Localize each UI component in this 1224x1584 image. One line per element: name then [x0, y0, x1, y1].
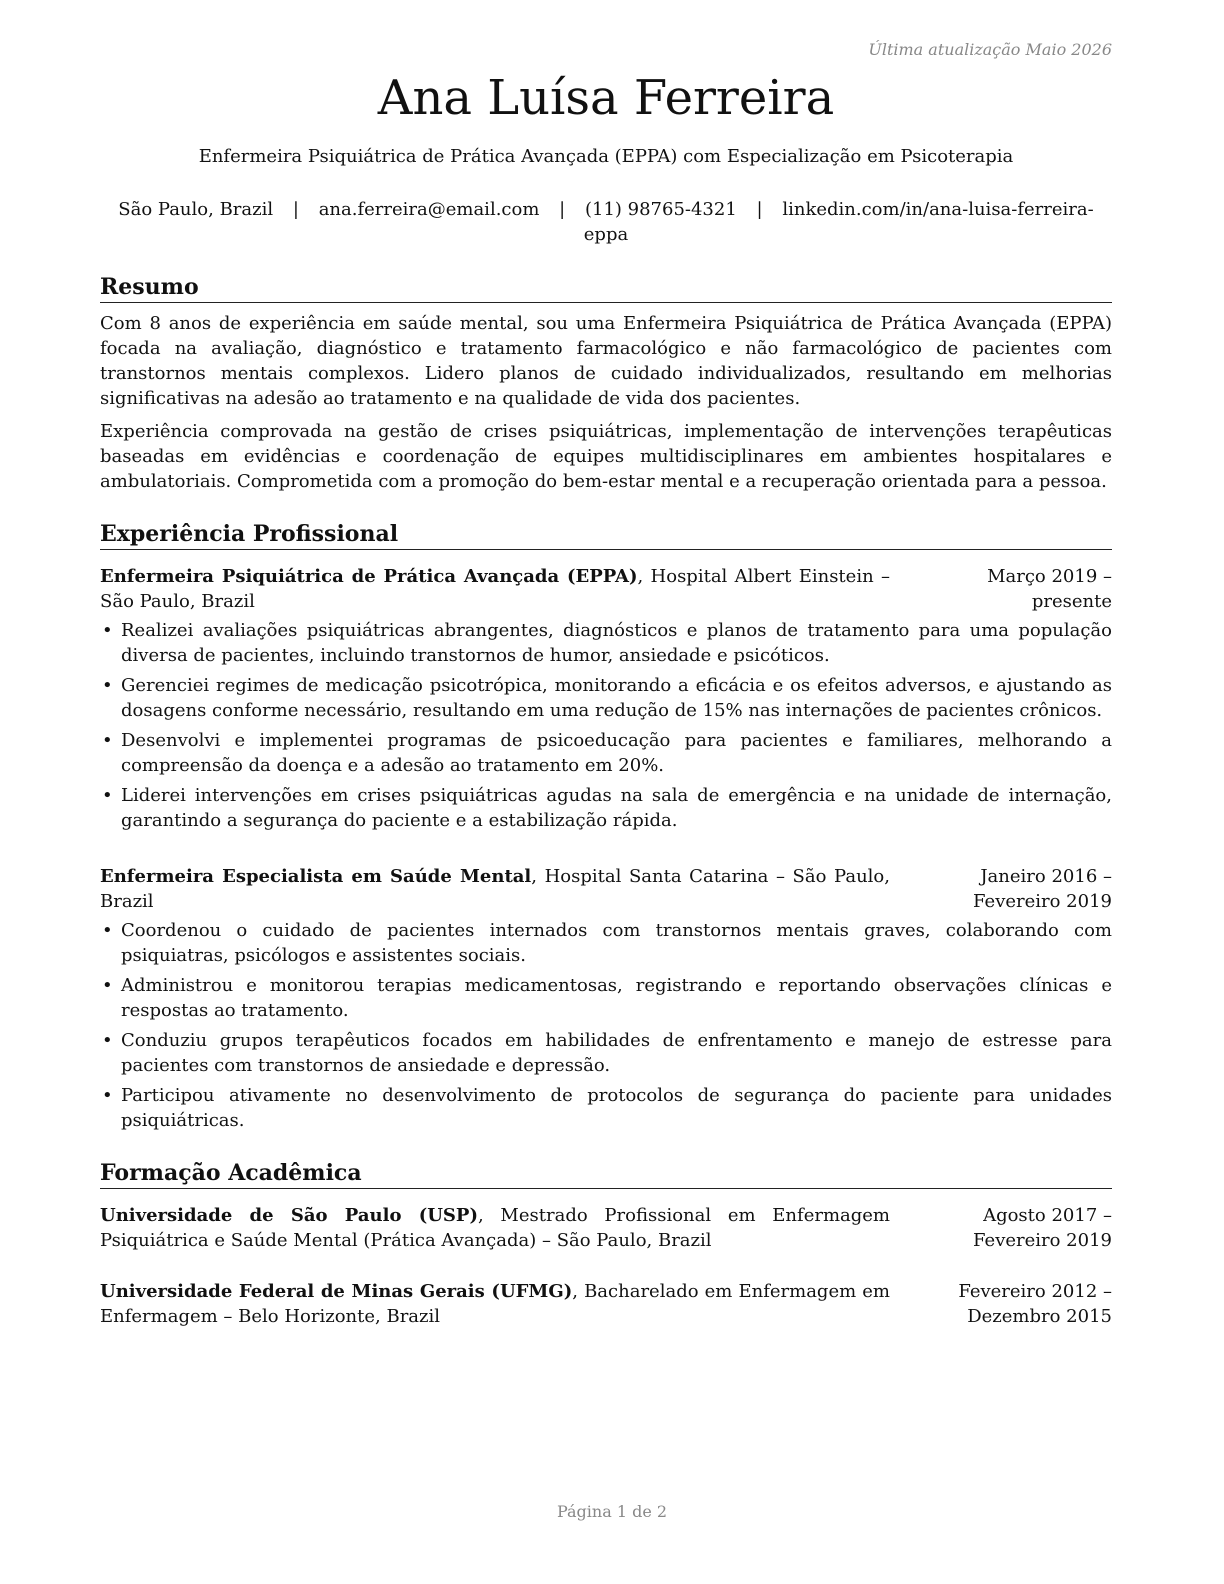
- bullet-text: Coordenou o cuidado de pacientes internados com transtornos mentais graves, colaborando com psiquiatras, psicólogos e assistentes sociais.: [121, 920, 1112, 966]
- education-dates: Fevereiro 2012 – Dezembro 2015: [958, 1281, 1112, 1327]
- headline: Enfermeira Psiquiátrica de Prática Avançada (EPPA) com Especialização em Psicoterapia: [198, 146, 1014, 167]
- section-title-education: Formação Acadêmica: [100, 1159, 1112, 1189]
- education-heading: [100, 1279, 890, 1329]
- list-item: [100, 1083, 1112, 1133]
- list-item: [100, 618, 1112, 668]
- resume-page: [100, 40, 1112, 1329]
- contact-line: [100, 197, 1112, 247]
- bullet-text: Realizei avaliações psiquiátricas abrangentes, diagnósticos e planos de tratamento para uma população diversa de pacientes, incluindo transtornos de humor, ansiedade e psicóticos.: [121, 620, 1112, 666]
- list-item: [100, 783, 1112, 833]
- bullet-icon: •: [102, 620, 113, 641]
- last-updated: Última atualização Maio 2026: [868, 40, 1112, 59]
- job-bullets: [100, 918, 1112, 1133]
- contact-separator: |: [756, 199, 763, 220]
- job-employer: , Hospital Santa Catarina – São Paulo, Brazil: [100, 866, 890, 912]
- summary-paragraph: Experiência comprovada na gestão de crises psiquiátricas, implementação de intervenções terapêuticas baseadas em evidências e coordenação de equipes multidisciplinares em ambientes hospitalares e ambulatoriais. Comprometida com a promoção do bem-estar mental e a recuperação orientada para a pessoa.: [100, 421, 1112, 492]
- education-degree: , Bacharelado em Enfermagem em Enfermagem – Belo Horizonte, Brazil: [100, 1281, 891, 1327]
- list-item: [100, 918, 1112, 968]
- bullet-icon: •: [102, 1085, 113, 1106]
- job-role: Enfermeira Especialista em Saúde Mental: [100, 866, 532, 887]
- education-heading: [100, 1203, 890, 1253]
- job-employer: , Hospital Albert Einstein – São Paulo, Brazil: [100, 566, 890, 612]
- list-item: [100, 728, 1112, 778]
- job-entry: [100, 564, 1112, 614]
- job-dates: Janeiro 2016 – Fevereiro 2019: [973, 866, 1112, 912]
- bullet-icon: •: [102, 920, 113, 941]
- candidate-name: Ana Luísa Ferreira: [377, 70, 835, 126]
- bullet-text: Administrou e monitorou terapias medicamentosas, registrando e reportando observações clínicas e respostas ao tratamento.: [121, 975, 1112, 1021]
- contact-separator: |: [559, 199, 566, 220]
- bullet-icon: •: [102, 730, 113, 751]
- education-degree: , Mestrado Profissional em Enfermagem Psiquiátrica e Saúde Mental (Prática Avançada) – São Paulo, Brazil: [100, 1205, 890, 1251]
- bullet-icon: •: [102, 1030, 113, 1051]
- contact-separator: |: [292, 199, 299, 220]
- job-role: Enfermeira Psiquiátrica de Prática Avançada (EPPA): [100, 566, 638, 587]
- bullet-icon: •: [102, 785, 113, 806]
- spacer: [100, 1253, 1112, 1265]
- section-title-summary: Resumo: [100, 273, 1112, 303]
- contact-phone[interactable]: (11) 98765-4321: [584, 199, 737, 220]
- bullet-icon: •: [102, 675, 113, 696]
- bullet-text: Desenvolvi e implementei programas de psicoeducação para pacientes e familiares, melhorando a compreensão da doença e a adesão ao tratamento em 20%.: [121, 730, 1112, 776]
- list-item: [100, 1028, 1112, 1078]
- education-school: Universidade de São Paulo (USP): [100, 1205, 478, 1226]
- section-title-experience: Experiência Profissional: [100, 520, 1112, 550]
- contact-location: São Paulo, Brazil: [118, 199, 274, 220]
- list-item: [100, 973, 1112, 1023]
- education-entry: [100, 1203, 1112, 1253]
- bullet-text: Conduziu grupos terapêuticos focados em habilidades de enfrentamento e manejo de estresse para pacientes com transtornos de ansiedade e depressão.: [121, 1030, 1112, 1076]
- contact-linkedin[interactable]: linkedin.com/in/ana-luisa-ferreira-eppa: [583, 199, 1094, 245]
- bullet-icon: •: [102, 975, 113, 996]
- contact-email[interactable]: ana.ferreira@email.com: [318, 199, 540, 220]
- education-school: Universidade Federal de Minas Gerais (UFMG): [100, 1281, 573, 1302]
- job-entry: [100, 864, 1112, 914]
- page-number: Página 1 de 2: [556, 1502, 668, 1521]
- education-entry: [100, 1279, 1112, 1329]
- spacer: [100, 838, 1112, 850]
- education-dates: Agosto 2017 – Fevereiro 2019: [973, 1205, 1112, 1251]
- list-item: [100, 673, 1112, 723]
- job-bullets: [100, 618, 1112, 833]
- bullet-text: Participou ativamente no desenvolvimento de protocolos de segurança do paciente para unidades psiquiátricas.: [121, 1085, 1112, 1131]
- bullet-text: Liderei intervenções em crises psiquiátricas agudas na sala de emergência e na unidade de internação, garantindo a segurança do paciente e a estabilização rápida.: [121, 785, 1112, 831]
- bullet-text: Gerenciei regimes de medicação psicotrópica, monitorando a eficácia e os efeitos adversos, e ajustando as dosagens conforme necessário, resultando em uma redução de 15% nas internações de pacientes crônicos.: [121, 675, 1112, 721]
- job-dates: Março 2019 – presente: [987, 566, 1112, 612]
- job-heading: [100, 564, 890, 614]
- summary-paragraph: Com 8 anos de experiência em saúde mental, sou uma Enfermeira Psiquiátrica de Prática Avançada (EPPA) focada na avaliação, diagnóstico e tratamento farmacológico e não farmacológico de pacientes com transtornos mentais complexos. Lidero planos de cuidado individualizados, resultando em melhorias significativas na adesão ao tratamento e na qualidade de vida dos pacientes.: [100, 313, 1112, 409]
- job-heading: [100, 864, 890, 914]
